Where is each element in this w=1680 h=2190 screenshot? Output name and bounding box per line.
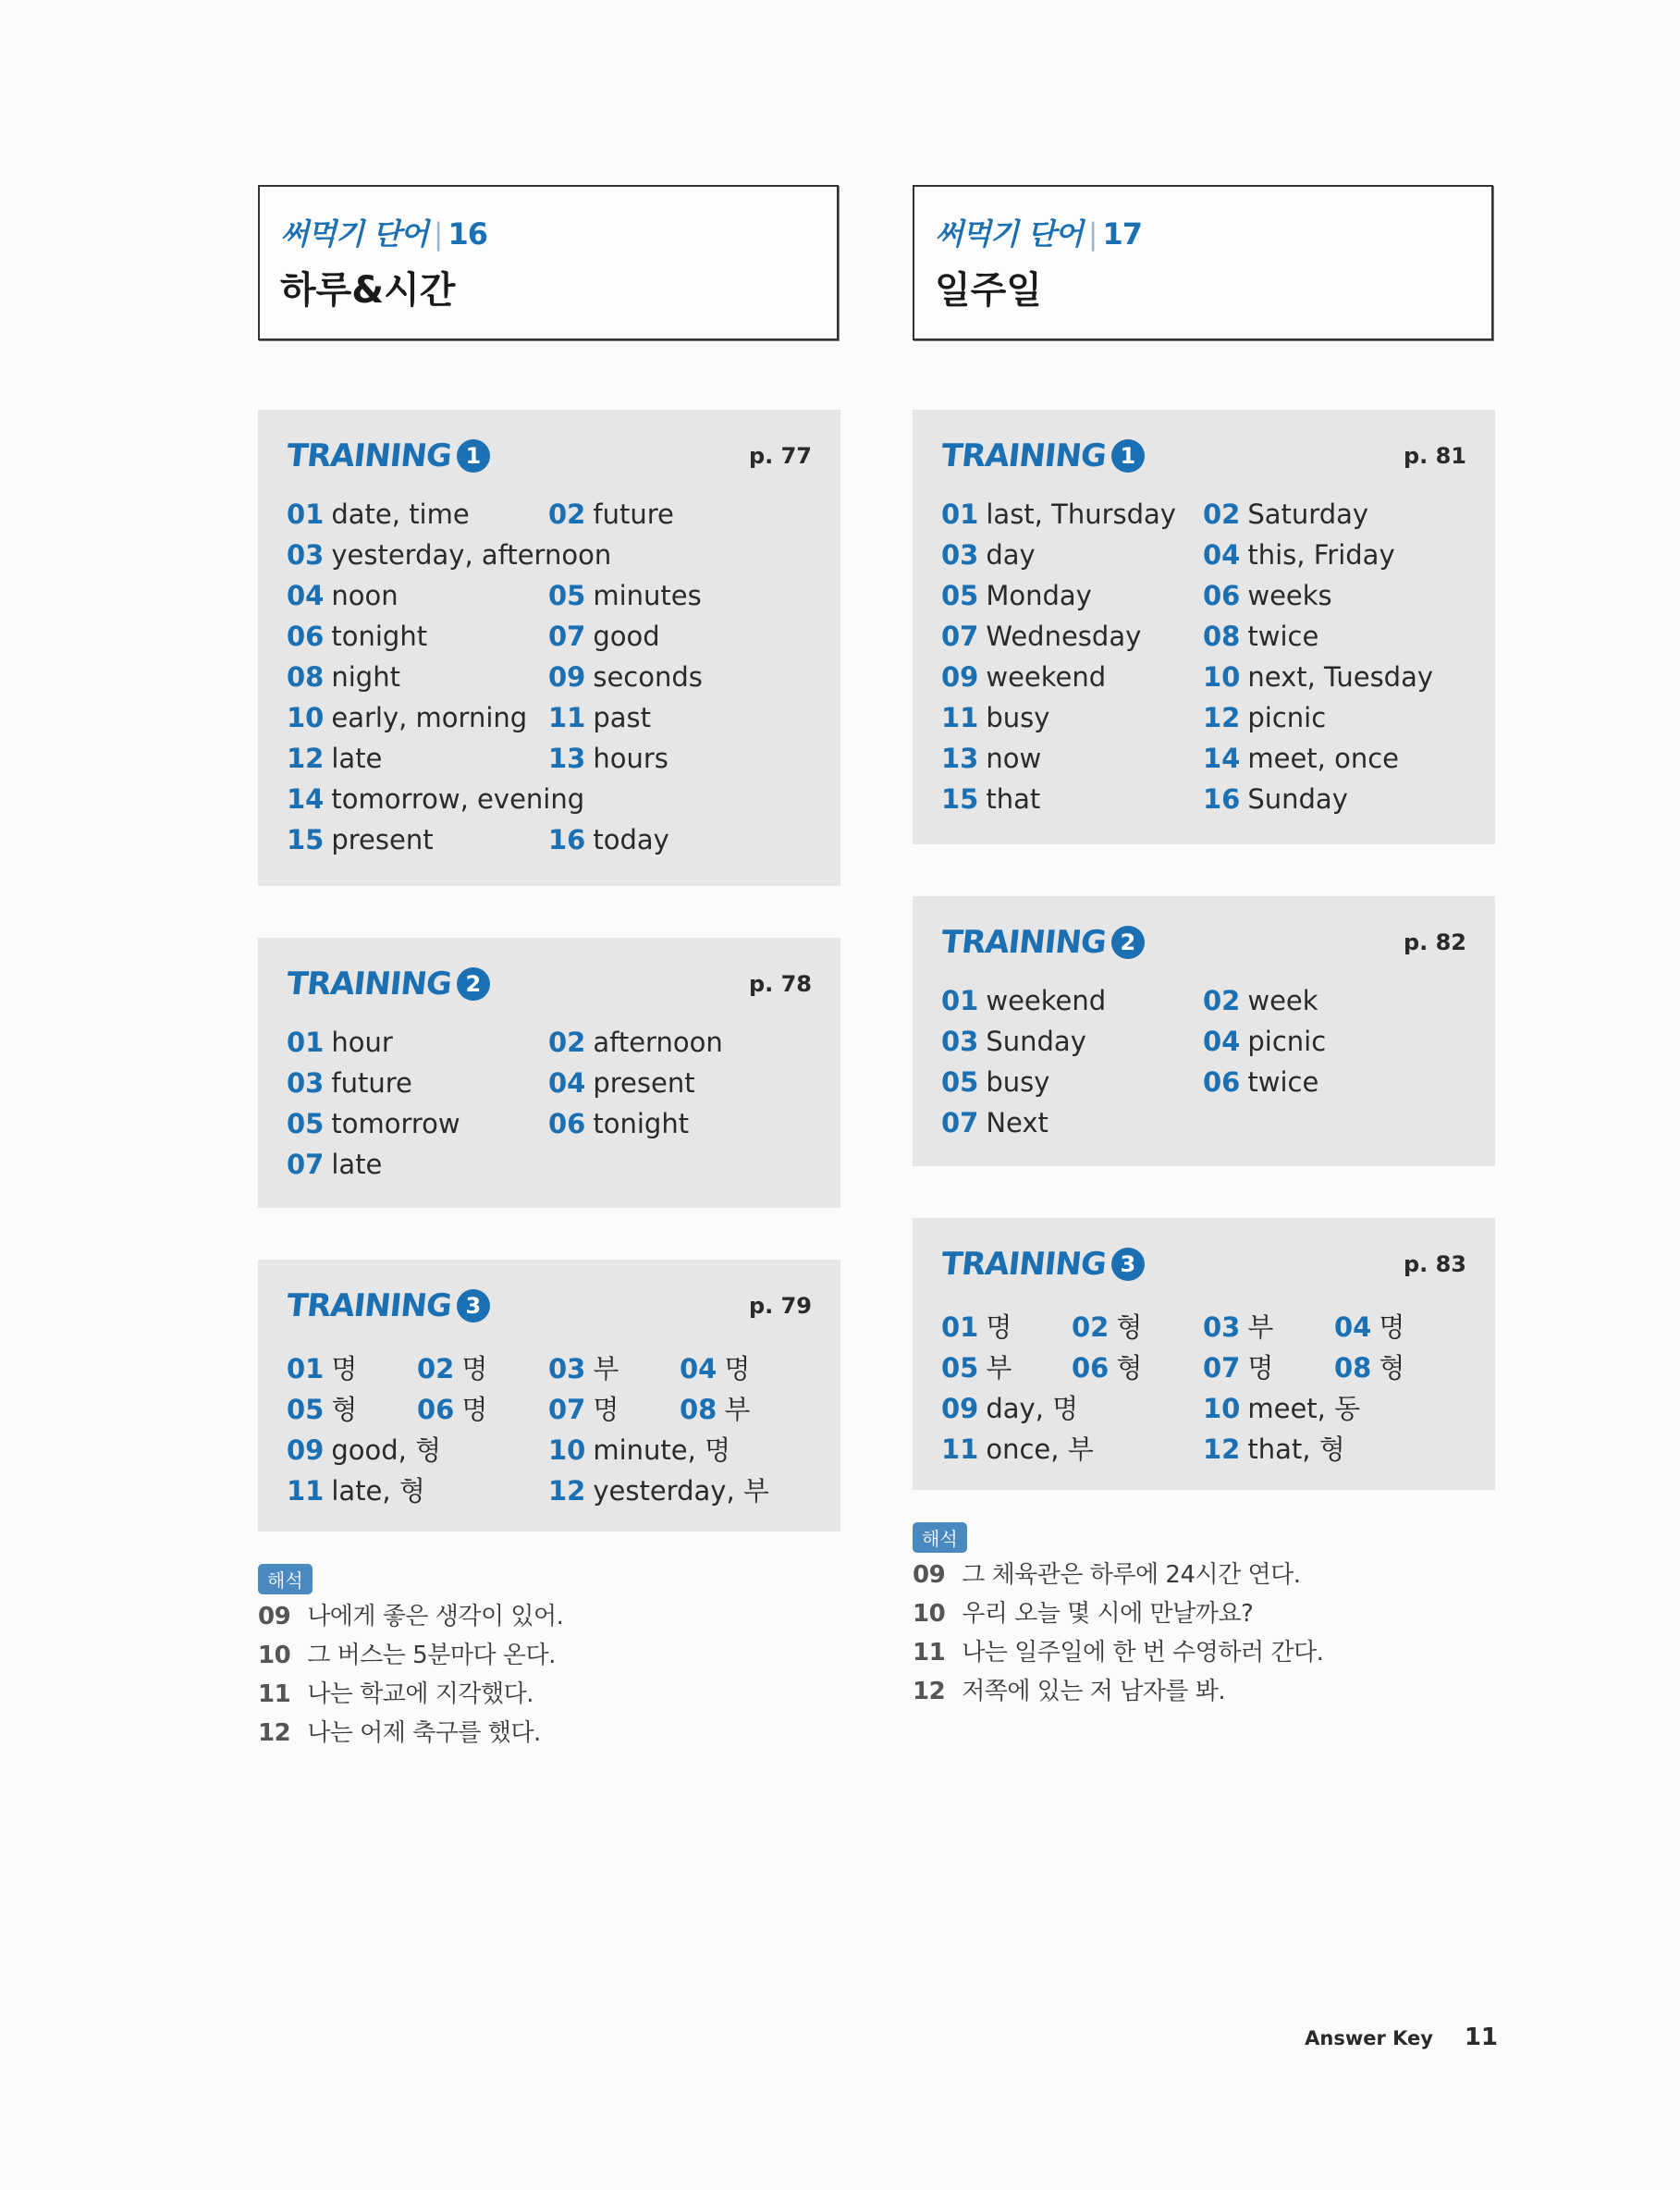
item-text: 형	[1116, 1352, 1143, 1384]
training-number-badge: 1	[1111, 439, 1145, 473]
translation-tag: 해석	[913, 1522, 967, 1553]
item-number: 07	[287, 1149, 325, 1180]
answer-item	[417, 1348, 487, 1386]
answer-item	[1203, 498, 1368, 530]
item-text: afternoon	[593, 1027, 723, 1058]
item-number: 12	[1203, 1433, 1241, 1465]
item-number: 09	[941, 661, 979, 693]
item-text: noon	[331, 580, 399, 611]
answer-item	[941, 539, 1036, 571]
item-number: 03	[1203, 1311, 1241, 1343]
section-header	[258, 185, 839, 340]
translation-line	[913, 1633, 1323, 1667]
line-text: 그 버스는 5분마다 온다.	[307, 1642, 556, 1669]
line-number: 11	[913, 1639, 946, 1667]
item-text: 명	[1247, 1352, 1274, 1384]
item-text: tomorrow	[331, 1108, 460, 1139]
item-text: Next	[986, 1107, 1048, 1138]
translation-line	[913, 1672, 1225, 1706]
training-logo: TRAINING	[284, 1287, 453, 1324]
answer-item	[1203, 539, 1395, 571]
page-reference: p. 81	[1403, 443, 1466, 469]
answer-item	[548, 621, 660, 652]
answer-item	[1203, 1388, 1360, 1426]
item-number: 01	[941, 498, 979, 530]
answer-item	[548, 1067, 695, 1099]
answer-item	[287, 1067, 412, 1099]
line-number: 09	[258, 1603, 291, 1630]
answer-item	[548, 1108, 689, 1139]
item-text: once, 부	[986, 1433, 1094, 1465]
item-text: 명	[331, 1353, 358, 1384]
item-text: 명	[724, 1353, 751, 1384]
item-text: last, Thursday	[986, 498, 1176, 530]
item-number: 06	[287, 621, 325, 652]
answer-item	[941, 702, 1049, 733]
answer-item	[287, 539, 611, 571]
item-text: weekend	[986, 985, 1107, 1016]
item-text: past	[593, 702, 652, 733]
line-number: 11	[258, 1680, 291, 1708]
training-card-1	[913, 410, 1495, 844]
item-text: date, time	[331, 498, 470, 530]
answer-item	[941, 1388, 1078, 1426]
answer-item	[548, 1027, 723, 1058]
line-number: 10	[258, 1642, 291, 1669]
training-header	[284, 437, 814, 480]
answer-item	[941, 1107, 1048, 1138]
item-number: 05	[548, 580, 586, 611]
training-card-2	[258, 938, 840, 1208]
item-number: 04	[1203, 1026, 1241, 1057]
training-card-2	[913, 896, 1495, 1166]
item-text: seconds	[593, 661, 703, 693]
item-number: 01	[287, 1353, 325, 1384]
training-number-badge: 2	[457, 967, 490, 1001]
answer-item	[548, 1389, 619, 1427]
translation-line	[913, 1556, 1301, 1590]
line-text: 저쪽에 있는 저 남자를 봐.	[962, 1678, 1226, 1705]
section-header	[913, 185, 1493, 340]
answer-item	[1203, 743, 1399, 774]
line-number: 09	[913, 1561, 946, 1589]
translation-tag: 해석	[258, 1564, 313, 1594]
answer-item	[1203, 985, 1318, 1016]
item-text: 부	[1247, 1311, 1274, 1343]
item-text: busy	[986, 1066, 1050, 1098]
item-number: 08	[680, 1394, 717, 1425]
item-number: 13	[941, 743, 979, 774]
answer-item	[287, 1389, 357, 1427]
item-text: weekend	[986, 661, 1107, 693]
item-text: late, 형	[331, 1475, 425, 1507]
answer-item	[941, 661, 1106, 693]
item-number: 11	[941, 1433, 979, 1465]
item-text: meet, once	[1247, 743, 1400, 774]
translation-line	[258, 1636, 556, 1670]
item-text: 명	[461, 1353, 488, 1384]
training-number-badge: 1	[457, 439, 490, 473]
answer-item	[287, 621, 427, 652]
answer-item	[1072, 1347, 1142, 1385]
item-number: 01	[287, 498, 325, 530]
item-text: night	[331, 661, 400, 693]
item-number: 07	[941, 621, 979, 652]
answer-item	[941, 1026, 1086, 1057]
item-text: twice	[1247, 621, 1319, 652]
item-text: minutes	[593, 580, 702, 611]
item-text: 부	[986, 1352, 1012, 1384]
answer-item	[941, 1429, 1094, 1467]
item-text: 형	[1116, 1311, 1143, 1343]
item-number: 11	[287, 1475, 325, 1507]
item-text: early, morning	[331, 702, 528, 733]
item-text: 명	[461, 1394, 488, 1425]
training-header	[938, 924, 1468, 966]
training-logo: TRAINING	[938, 437, 1108, 474]
item-text: hours	[593, 743, 668, 774]
item-number: 02	[417, 1353, 455, 1384]
item-number: 09	[287, 1434, 325, 1466]
item-number: 06	[1203, 1066, 1241, 1098]
answer-item	[941, 783, 1040, 815]
item-text: 형	[331, 1394, 358, 1425]
item-number: 06	[1072, 1352, 1110, 1384]
answer-item	[680, 1389, 750, 1427]
item-number: 08	[287, 661, 325, 693]
answer-item	[941, 743, 1041, 774]
answer-item	[1203, 783, 1348, 815]
answer-item	[287, 1027, 393, 1058]
answer-item	[287, 1348, 357, 1386]
item-text: yesterday, afternoon	[331, 539, 612, 571]
item-number: 08	[1334, 1352, 1372, 1384]
item-number: 05	[941, 1066, 979, 1098]
answer-item	[941, 1307, 1012, 1345]
page-reference: p. 79	[748, 1293, 812, 1319]
item-text: 형	[1379, 1352, 1405, 1384]
item-text: Wednesday	[986, 621, 1142, 652]
training-header	[938, 1246, 1468, 1288]
line-text: 나는 학교에 지각했다.	[307, 1680, 534, 1708]
item-text: picnic	[1247, 1026, 1327, 1057]
item-text: Saturday	[1247, 498, 1369, 530]
item-number: 05	[941, 1352, 979, 1384]
page-reference: p. 77	[748, 443, 812, 469]
item-number: 14	[287, 783, 325, 815]
item-number: 15	[941, 783, 979, 815]
item-number: 01	[941, 985, 979, 1016]
item-text: that	[986, 783, 1041, 815]
item-number: 11	[941, 702, 979, 733]
page-number: 11	[1464, 2024, 1498, 2051]
answer-item	[941, 498, 1176, 530]
answer-item	[287, 661, 400, 693]
answer-item	[941, 580, 1092, 611]
line-text: 나는 일주일에 한 번 수영하러 간다.	[962, 1639, 1324, 1667]
item-text: day	[986, 539, 1036, 571]
answer-item	[287, 824, 434, 855]
item-text: good	[593, 621, 660, 652]
section-title: 일주일	[935, 269, 1042, 312]
line-text: 나는 어제 축구를 했다.	[307, 1719, 541, 1747]
item-text: weeks	[1247, 580, 1332, 611]
answer-item	[680, 1348, 750, 1386]
item-text: 명	[593, 1394, 619, 1425]
item-number: 04	[680, 1353, 717, 1384]
item-number: 06	[548, 1108, 586, 1139]
answer-item	[941, 1347, 1012, 1385]
item-number: 02	[1072, 1311, 1110, 1343]
answer-item	[1203, 621, 1318, 652]
answer-item	[548, 661, 703, 693]
training-number-badge: 2	[1111, 926, 1145, 959]
item-number: 04	[1334, 1311, 1372, 1343]
item-number: 01	[941, 1311, 979, 1343]
answer-item	[941, 1066, 1049, 1098]
page-reference: p. 82	[1403, 929, 1466, 955]
item-text: present	[593, 1067, 695, 1099]
item-number: 13	[548, 743, 586, 774]
item-number: 05	[287, 1108, 325, 1139]
item-number: 07	[548, 621, 586, 652]
answer-item	[1203, 1066, 1318, 1098]
item-number: 12	[287, 743, 325, 774]
training-header	[284, 1287, 814, 1330]
item-number: 10	[548, 1434, 586, 1466]
answer-item	[548, 1470, 769, 1508]
line-number: 12	[258, 1719, 291, 1747]
item-text: tonight	[331, 621, 428, 652]
answer-item	[287, 1470, 425, 1508]
answer-item	[1203, 1026, 1326, 1057]
item-number: 12	[548, 1475, 586, 1507]
separator: |	[1087, 216, 1098, 252]
item-text: 명	[986, 1311, 1012, 1343]
training-logo: TRAINING	[938, 1246, 1108, 1283]
training-card-3	[913, 1218, 1495, 1490]
item-text: day, 명	[986, 1393, 1079, 1424]
section-number: 17	[1102, 216, 1143, 252]
item-number: 03	[941, 539, 979, 571]
item-text: week	[1247, 985, 1318, 1016]
item-text: Sunday	[986, 1026, 1086, 1057]
item-number: 09	[941, 1393, 979, 1424]
item-number: 03	[287, 539, 325, 571]
item-number: 04	[548, 1067, 586, 1099]
answer-item	[287, 1430, 441, 1468]
answer-item	[1203, 1429, 1345, 1467]
item-text: busy	[986, 702, 1050, 733]
item-text: 부	[593, 1353, 619, 1384]
item-text: this, Friday	[1247, 539, 1395, 571]
answer-item	[1334, 1307, 1404, 1345]
item-number: 03	[287, 1067, 325, 1099]
item-text: now	[986, 743, 1042, 774]
item-number: 16	[1203, 783, 1241, 815]
series-label: 써먹기 단어	[935, 216, 1083, 252]
answer-item	[1203, 580, 1332, 611]
answer-item	[1203, 1347, 1273, 1385]
answer-item	[548, 743, 668, 774]
translation-line	[258, 1675, 533, 1709]
training-logo: TRAINING	[284, 437, 453, 474]
item-text: Sunday	[1247, 783, 1348, 815]
section-series	[935, 211, 1142, 253]
answer-item	[287, 702, 527, 733]
item-number: 09	[548, 661, 586, 693]
line-number: 12	[913, 1678, 946, 1705]
item-text: tomorrow, evening	[331, 783, 585, 815]
item-number: 07	[1203, 1352, 1241, 1384]
item-text: next, Tuesday	[1247, 661, 1434, 693]
item-text: late	[331, 1149, 383, 1180]
answer-item	[548, 702, 651, 733]
item-number: 15	[287, 824, 325, 855]
item-number: 02	[1203, 498, 1241, 530]
item-number: 04	[1203, 539, 1241, 571]
item-text: yesterday, 부	[593, 1475, 769, 1507]
item-number: 07	[941, 1107, 979, 1138]
item-number: 02	[548, 498, 586, 530]
item-number: 08	[1203, 621, 1241, 652]
answer-item	[287, 783, 584, 815]
item-number: 10	[287, 702, 325, 733]
page-reference: p. 78	[748, 971, 812, 997]
line-text: 나에게 좋은 생각이 있어.	[307, 1603, 564, 1630]
item-number: 03	[941, 1026, 979, 1057]
translation-line	[913, 1594, 1253, 1629]
item-number: 04	[287, 580, 325, 611]
training-card-3	[258, 1260, 840, 1532]
answer-item	[417, 1389, 487, 1427]
item-text: good, 형	[331, 1434, 442, 1466]
item-text: Monday	[986, 580, 1092, 611]
translation-line	[258, 1714, 541, 1748]
answer-item	[548, 580, 702, 611]
item-number: 11	[548, 702, 586, 733]
answer-item	[1203, 1307, 1273, 1345]
answer-item	[548, 1430, 730, 1468]
item-text: twice	[1247, 1066, 1319, 1098]
item-text: today	[593, 824, 669, 855]
section-number: 16	[448, 216, 488, 252]
item-text: present	[331, 824, 434, 855]
answer-item	[941, 621, 1141, 652]
training-header	[284, 966, 814, 1008]
item-number: 14	[1203, 743, 1241, 774]
line-text: 우리 오늘 몇 시에 만날까요?	[962, 1600, 1254, 1628]
translation-line	[258, 1597, 563, 1631]
answer-item	[1203, 661, 1433, 693]
item-number: 02	[548, 1027, 586, 1058]
item-number: 05	[941, 580, 979, 611]
item-number: 06	[417, 1394, 455, 1425]
item-text: that, 형	[1247, 1433, 1345, 1465]
answer-item	[1334, 1347, 1404, 1385]
translation-section	[258, 1564, 840, 1749]
item-number: 05	[287, 1394, 325, 1425]
training-card-1	[258, 410, 840, 886]
translation-section	[913, 1522, 1495, 1707]
answer-item	[1203, 702, 1326, 733]
answer-item	[287, 580, 399, 611]
item-text: meet, 동	[1247, 1393, 1361, 1424]
training-number-badge: 3	[1111, 1248, 1145, 1281]
item-number: 01	[287, 1027, 325, 1058]
item-text: 부	[724, 1394, 751, 1425]
answer-item	[548, 824, 669, 855]
line-text: 그 체육관은 하루에 24시간 연다.	[962, 1561, 1301, 1589]
answer-item	[941, 985, 1106, 1016]
item-number: 10	[1203, 1393, 1241, 1424]
training-logo: TRAINING	[284, 966, 453, 1003]
item-number: 06	[1203, 580, 1241, 611]
training-header	[938, 437, 1468, 480]
answer-item	[287, 498, 470, 530]
answer-item	[287, 743, 382, 774]
item-text: future	[331, 1067, 412, 1099]
page-reference: p. 83	[1403, 1251, 1466, 1277]
training-number-badge: 3	[457, 1289, 490, 1323]
answer-item	[1072, 1307, 1142, 1345]
footer-label: Answer Key	[1305, 2027, 1433, 2049]
answer-item	[287, 1149, 382, 1180]
series-label: 써먹기 단어	[280, 216, 428, 252]
item-text: tonight	[593, 1108, 690, 1139]
training-logo: TRAINING	[938, 924, 1108, 961]
item-text: 명	[1379, 1311, 1405, 1343]
separator: |	[433, 216, 443, 252]
answer-item	[548, 498, 674, 530]
item-number: 12	[1203, 702, 1241, 733]
section-title: 하루&시간	[280, 269, 456, 312]
item-text: late	[331, 743, 383, 774]
item-text: minute, 명	[593, 1434, 731, 1466]
item-text: picnic	[1247, 702, 1327, 733]
line-number: 10	[913, 1600, 946, 1628]
item-text: hour	[331, 1027, 393, 1058]
answer-item	[548, 1348, 619, 1386]
section-series	[280, 211, 487, 253]
item-number: 07	[548, 1394, 586, 1425]
item-number: 10	[1203, 661, 1241, 693]
item-number: 03	[548, 1353, 586, 1384]
item-number: 16	[548, 824, 586, 855]
answer-item	[287, 1108, 460, 1139]
item-number: 02	[1203, 985, 1241, 1016]
item-text: future	[593, 498, 674, 530]
